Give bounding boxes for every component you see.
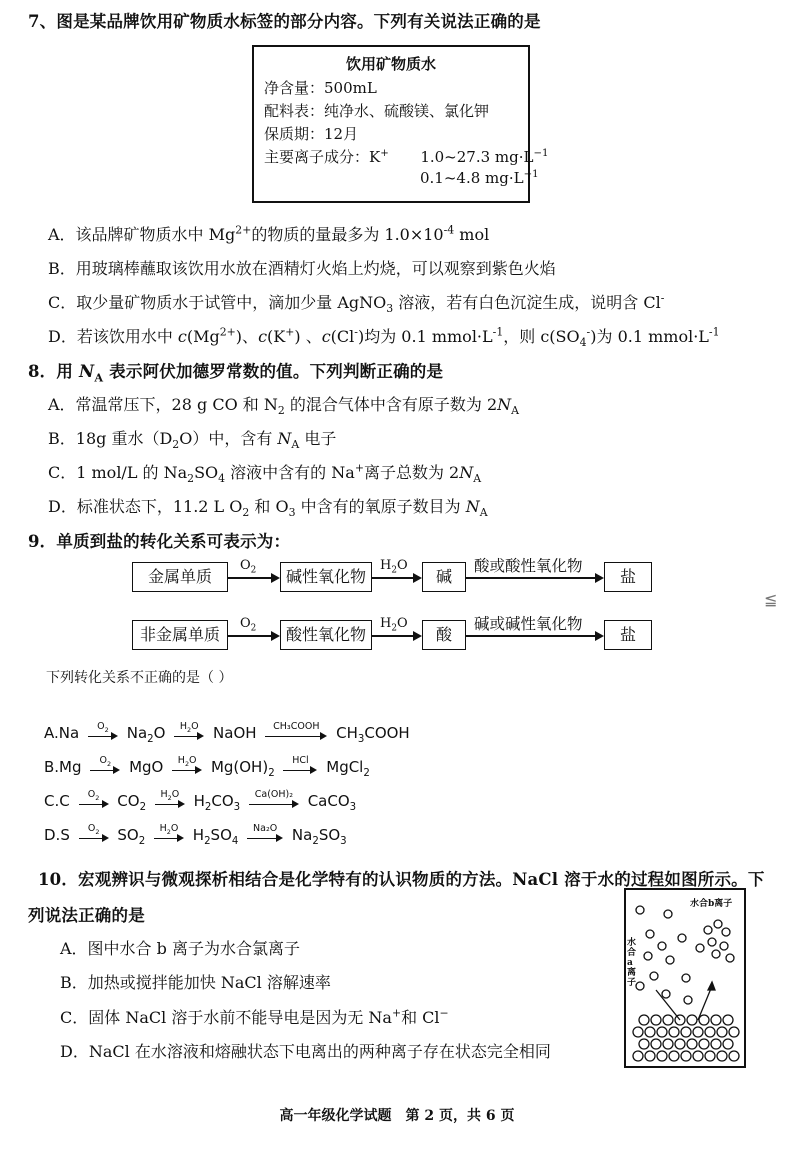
flow-arrowhead-5 <box>413 631 422 641</box>
q9-option-c: C.C $O_2$ $CO_2$ $H_2O$ $H_2CO_3$ Ca(OH)₂ CaCO$_3$ <box>44 789 357 813</box>
q8-option-c: C．1 mol/L 的 $Na_2SO_4$ 溶液中含有的 Na+离子总数为 $2N_A$ <box>48 461 482 486</box>
q9-option-d: D.S $O_2$ $SO_2$ $H_2O$ $H_2SO_4$ Na₂O $Na_2SO_3$ <box>44 823 347 847</box>
q8-option-b: B．18g 重水$(D_2O)$中，含有 $N_A$ 电子 <box>48 429 337 452</box>
question-10-stem-line-1: 10．宏观辨识与微观探析相结合是化学特有的认识物质的方法。NaCl 溶于水的过程如图所示。下 <box>38 870 765 889</box>
flow-label-h2o-2: $H_2O$ <box>380 616 408 634</box>
arrow-ch3cooh-a: CH₃COOH <box>265 722 327 742</box>
flow-acid: 酸 <box>422 620 466 650</box>
arrow-hcl-b: HCl <box>283 756 317 776</box>
arrow-o2-b: $O_2$ <box>90 756 120 776</box>
label-ion-range-2: 0.1~4.8 mg·L <box>420 169 524 187</box>
flow-base: 碱 <box>422 562 466 592</box>
arrow-h2o-b: $H_2O$ <box>172 756 202 776</box>
flow-salt-1: 盐 <box>604 562 652 592</box>
q9-sub-question: 下列转化关系不正确的是（ ） <box>46 670 233 686</box>
fig-label-hydrated-b: 水合b离子 <box>690 899 733 909</box>
arrow-h2o-a: $H_2O$ <box>174 722 204 742</box>
flow-arrow-4 <box>228 635 272 637</box>
label-ingredients: 配料表：纯净水、硫酸镁、氯化钾 <box>264 102 490 120</box>
nacl-dissolution-figure <box>624 888 746 1068</box>
flow-arrow-2 <box>372 577 414 579</box>
arrow-h2o-d: $H_2O$ <box>154 824 184 844</box>
question-9-stem: 9．单质到盐的转化关系可表示为： <box>28 532 291 551</box>
flow-arrowhead-6 <box>595 631 604 641</box>
label-ions-row-1: 主要离子成分：K+ 1.0~27.3 $mg\cdot L^{-1}$ <box>264 148 549 166</box>
question-7-stem: 7、图是某品牌饮用矿物质水标签的部分内容。下列有关说法正确的是 <box>28 12 541 31</box>
q7-option-d: D．若该饮用水中 $c(Mg^{2+})$、c(K+) 、c(Cl-)均为 0.1 $mmol\cdot L^{-1}$，则 $c(SO_4^-)$为 0.1 $mmol\cdot L^{-1}$ <box>48 325 720 350</box>
flow-label-base-or-basic-oxide: 碱或碱性氧化物 <box>474 615 583 633</box>
q9-option-a: A.Na $O_2$ $Na_2O$ $H_2O$ NaOH CH₃COOH $CH_3COOH$ <box>44 721 410 745</box>
arrow-o2-c: $O_2$ <box>79 790 109 810</box>
q10-option-d: D．NaCl 在水溶液和熔融状态下电离出的两种离子存在状态完全相同 <box>60 1042 551 1061</box>
flow-label-acid-or-acid-oxide: 酸或酸性氧化物 <box>474 557 583 575</box>
flow-acidic-oxide: 酸性氧化物 <box>280 620 372 650</box>
flow-arrow-6 <box>466 635 596 637</box>
flow-basic-oxide: 碱性氧化物 <box>280 562 372 592</box>
label-ion-range-1: 1.0~27.3 mg·L <box>420 148 534 166</box>
label-net-content: 净含量：500mL <box>264 79 377 97</box>
question-8-stem: 8．用 $N_A$ 表示阿伏加德罗常数的值。下列判断正确的是 <box>28 362 444 385</box>
q10-option-a: A．图中水合 b 离子为水合氯离子 <box>60 939 300 958</box>
q7-option-a: A．该品牌矿物质水中 $Mg^{2+}$的物质的量最多为 $1.0\times 10^{-4}$ mol <box>48 223 490 244</box>
edge-mark: ≦ <box>764 590 778 609</box>
question-10-stem-line-2: 列说法正确的是 <box>28 906 145 925</box>
flow-arrow-3 <box>466 577 596 579</box>
flow-arrowhead-2 <box>413 573 422 583</box>
fig-label-hydrated-a: 水合a离子 <box>627 938 637 988</box>
q7-option-c: C．取少量矿物质水于试管中，滴加少量 AgNO$_3$ 溶液，若有白色沉淀生成，说明含 Cl- <box>48 291 665 316</box>
flow-salt-2: 盐 <box>604 620 652 650</box>
mineral-water-label <box>252 45 549 203</box>
q8-option-a: A．常温常压下，28 g CO 和 $N_2$ 的混合气体中含有原子数为 $2N_A$ <box>48 395 520 418</box>
flow-metal-element: 金属单质 <box>132 562 228 592</box>
flow-arrowhead-4 <box>271 631 280 641</box>
flow-arrowhead-1 <box>271 573 280 583</box>
arrow-h2o-c: $H_2O$ <box>155 790 185 810</box>
q9-option-b: B.Mg $O_2$ MgO $H_2O$ $Mg(OH)_2$ HCl MgCl$_2$ <box>44 755 370 779</box>
arrow-na2o-d: Na₂O <box>247 824 283 844</box>
label-title: 饮用矿物质水 <box>345 55 436 73</box>
q8-option-d: D．标准状态下，11.2 L $O_2$ 和 $O_3$ 中含有的氧原子数目为 $N_A$ <box>48 497 488 520</box>
label-ions-prefix: 主要离子成分：K <box>264 148 381 166</box>
q7-option-b: B．用玻璃棒蘸取该饮用水放在酒精灯火焰上灼烧，可以观察到紫色火焰 <box>48 259 556 278</box>
flow-arrow-5 <box>372 635 414 637</box>
q10-option-c: C．固体 NaCl 溶于水前不能导电是因为无 Na+和 Cl− <box>60 1006 449 1027</box>
flow-label-o2-1: $O_2$ <box>240 558 257 576</box>
q10-option-b: B．加热或搅拌能加快 NaCl 溶解速率 <box>60 973 331 992</box>
flow-label-o2-2: $O_2$ <box>240 616 257 634</box>
arrow-o2-a: $O_2$ <box>88 722 118 742</box>
flow-label-h2o-1: $H_2O$ <box>380 558 408 576</box>
dissolution-illustration <box>626 890 744 1066</box>
arrow-caoh2-c: Ca(OH)₂ <box>249 790 299 810</box>
label-ions-row-2: 0.1~4.8 $mg\cdot L^{-1}$ <box>420 169 539 187</box>
page-footer: 高一年级化学试题 第 2 页，共 6 页 <box>279 1108 515 1124</box>
flow-nonmetal-element: 非金属单质 <box>132 620 228 650</box>
label-shelf-life: 保质期：12月 <box>264 125 359 143</box>
flow-arrowhead-3 <box>595 573 604 583</box>
arrow-o2-d: $O_2$ <box>79 824 109 844</box>
flow-arrow-1 <box>228 577 272 579</box>
